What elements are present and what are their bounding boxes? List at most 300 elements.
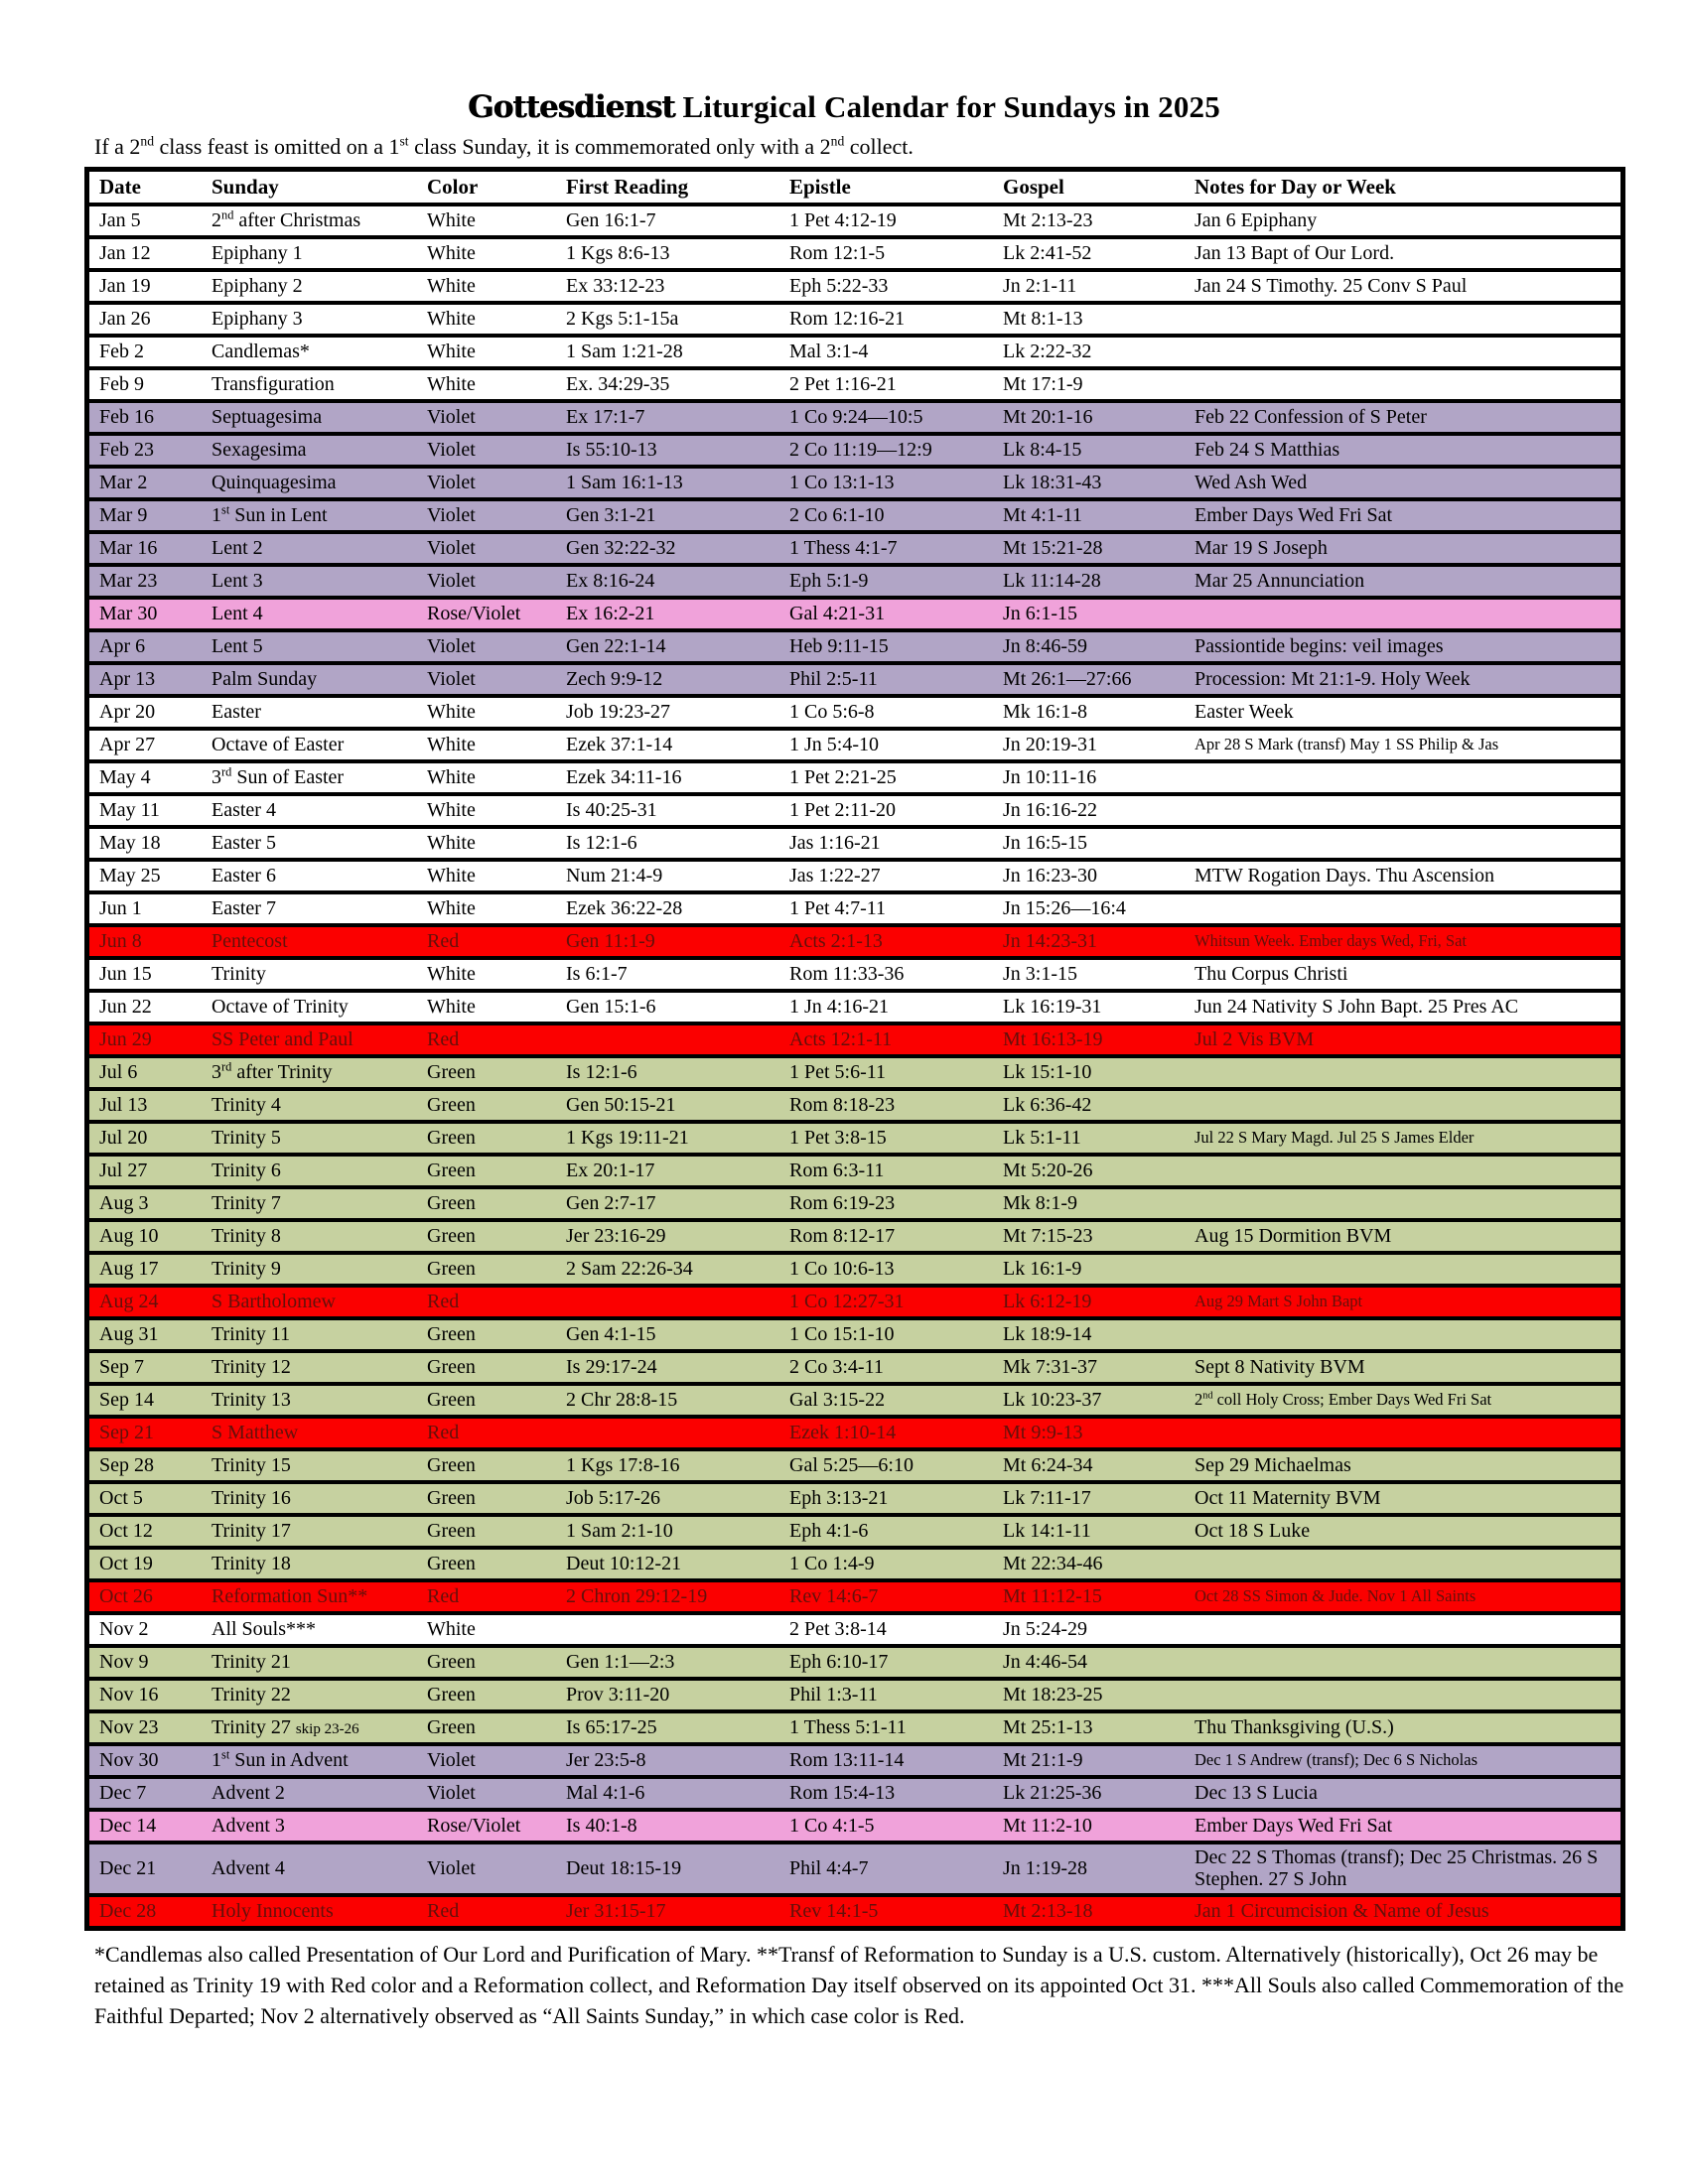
table-row [89, 432, 1620, 465]
cell-notes [1185, 1104, 1620, 1108]
cell-first-reading: Is 12:1-6 [566, 832, 637, 855]
cell-first-reading: Job 5:17-26 [566, 1487, 660, 1510]
cell-first-reading: Ex 8:16-24 [566, 570, 655, 593]
cell-notes: Jul 22 S Mary Magd. Jul 25 S James Elder [1195, 1128, 1475, 1148]
cell-date: Jan 26 [99, 308, 151, 331]
cell-gospel: Mt 15:21-28 [1003, 537, 1103, 560]
table-row [89, 1546, 1620, 1578]
cell-first-reading: Is 40:1-8 [566, 1815, 637, 1838]
cell-color: White [427, 308, 476, 331]
cell-notes: Easter Week [1195, 701, 1294, 724]
column-header-4: Epistle [789, 174, 851, 199]
cell-notes [1185, 776, 1620, 780]
table-row [89, 956, 1620, 989]
cell-epistle: Rev 14:6-7 [789, 1585, 879, 1608]
cell-date: Mar 23 [99, 570, 158, 593]
cell-epistle: Ezek 1:10-14 [789, 1422, 897, 1444]
cell-notes [1185, 318, 1620, 322]
cell-gospel: Jn 4:46-54 [1003, 1651, 1087, 1674]
cell-date: Mar 16 [99, 537, 158, 560]
cell-notes: Ember Days Wed Fri Sat [1195, 504, 1393, 527]
cell-gospel: Lk 21:25-36 [1003, 1782, 1102, 1805]
cell-sunday: Lent 3 [211, 570, 263, 593]
subtitle: If a 2nd class feast is omitted on a 1st class Sunday, it is commemorated only with a 2nd collect. [94, 133, 914, 159]
cell-epistle: 2 Co 3:4-11 [789, 1356, 884, 1379]
cell-first-reading: Zech 9:9-12 [566, 668, 663, 691]
cell-color: Green [427, 1323, 476, 1346]
cell-gospel: Mt 4:1-11 [1003, 504, 1082, 527]
cell-color: Violet [427, 1782, 476, 1805]
cell-epistle: Heb 9:11-15 [789, 635, 889, 658]
cell-gospel: Mt 17:1-9 [1003, 373, 1083, 396]
cell-first-reading: Ex 20:1-17 [566, 1160, 655, 1182]
cell-color: Green [427, 1258, 476, 1281]
cell-epistle: 1 Jn 4:16-21 [789, 996, 889, 1019]
column-header-3: First Reading [566, 174, 689, 199]
cell-gospel: Jn 16:16-22 [1003, 799, 1097, 822]
sunday-skip-note: skip 23-26 [295, 1721, 359, 1738]
cell-gospel: Mt 22:34-46 [1003, 1553, 1103, 1575]
cell-epistle: Phil 1:3-11 [789, 1684, 878, 1706]
cell-date: Jun 22 [99, 996, 152, 1019]
cell-date: Jul 13 [99, 1094, 148, 1117]
cell-first-reading: 1 Sam 16:1-13 [566, 472, 683, 494]
cell-gospel: Lk 2:22-32 [1003, 341, 1092, 363]
cell-gospel: Lk 16:1-9 [1003, 1258, 1082, 1281]
table-row [89, 268, 1620, 301]
cell-first-reading: Is 40:25-31 [566, 799, 657, 822]
cell-epistle: Rom 6:3-11 [789, 1160, 885, 1182]
cell-first-reading: 1 Kgs 19:11-21 [566, 1127, 689, 1150]
cell-gospel: Jn 15:26—16:4 [1003, 897, 1126, 920]
cell-notes: Mar 19 S Joseph [1195, 537, 1328, 560]
cell-first-reading: Gen 4:1-15 [566, 1323, 656, 1346]
cell-epistle: Rev 14:1-5 [789, 1900, 879, 1923]
cell-epistle: 1 Pet 3:8-15 [789, 1127, 887, 1150]
cell-sunday: Trinity 4 [211, 1094, 281, 1117]
cell-sunday: Palm Sunday [211, 668, 318, 691]
cell-first-reading: Is 12:1-6 [566, 1061, 637, 1084]
table-row [89, 792, 1620, 825]
cell-color: White [427, 734, 476, 756]
cell-date: Mar 30 [99, 603, 158, 625]
cell-sunday: 1st Sun in Lent [211, 502, 328, 527]
cell-gospel: Jn 16:5-15 [1003, 832, 1087, 855]
table-row [89, 203, 1620, 235]
cell-color: White [427, 701, 476, 724]
table-row [89, 727, 1620, 759]
cell-notes [1185, 1169, 1620, 1173]
cell-epistle: Mal 3:1-4 [789, 341, 869, 363]
cell-color: White [427, 799, 476, 822]
column-header-0: Date [99, 174, 141, 199]
cell-gospel: Mt 18:23-25 [1003, 1684, 1103, 1706]
cell-first-reading: Gen 16:1-7 [566, 209, 656, 232]
cell-color: Green [427, 1454, 476, 1477]
cell-gospel: Lk 7:11-17 [1003, 1487, 1091, 1510]
cell-date: Dec 14 [99, 1815, 157, 1838]
cell-notes: Jan 13 Bapt of Our Lord. [1195, 242, 1395, 265]
cell-epistle: 1 Thess 4:1-7 [789, 537, 898, 560]
cell-gospel: Lk 11:14-28 [1003, 570, 1101, 593]
cell-color: Green [427, 1716, 476, 1739]
table-row [89, 465, 1620, 497]
cell-color: White [427, 373, 476, 396]
cell-sunday: S Matthew [211, 1422, 299, 1444]
cell-date: Mar 2 [99, 472, 148, 494]
cell-date: Nov 23 [99, 1716, 159, 1739]
column-header-1: Sunday [211, 174, 279, 199]
cell-epistle: 1 Co 12:27-31 [789, 1291, 905, 1313]
cell-sunday: Easter 7 [211, 897, 276, 920]
cell-notes [1185, 1071, 1620, 1075]
cell-first-reading: Gen 22:1-14 [566, 635, 666, 658]
table-row [89, 1742, 1620, 1775]
cell-sunday: Epiphany 3 [211, 308, 303, 331]
cell-date: Sep 14 [99, 1389, 154, 1412]
cell-epistle: Rom 8:12-17 [789, 1225, 896, 1248]
cell-gospel: Jn 2:1-11 [1003, 275, 1077, 298]
cell-date: Nov 2 [99, 1618, 149, 1641]
cell-first-reading: Ezek 37:1-14 [566, 734, 673, 756]
cell-notes: Mar 25 Annunciation [1195, 570, 1365, 593]
cell-sunday: Trinity 15 [211, 1454, 291, 1477]
cell-sunday: Trinity 8 [211, 1225, 281, 1248]
cell-gospel: Jn 3:1-15 [1003, 963, 1077, 986]
cell-notes: Dec 1 S Andrew (transf); Dec 6 S Nicholas [1195, 1750, 1478, 1770]
cell-gospel: Lk 2:41-52 [1003, 242, 1092, 265]
cell-notes [1185, 842, 1620, 846]
cell-sunday: Easter 4 [211, 799, 276, 822]
cell-color: White [427, 832, 476, 855]
page-title-text: Liturgical Calendar for Sundays in 2025 [674, 89, 1220, 124]
cell-first-reading: Ex. 34:29-35 [566, 373, 670, 396]
cell-first-reading: Gen 1:1—2:3 [566, 1651, 675, 1674]
cell-notes [1185, 1563, 1620, 1567]
cell-sunday: Trinity 7 [211, 1192, 281, 1215]
cell-epistle: 1 Co 9:24—10:5 [789, 406, 923, 429]
cell-gospel: Jn 6:1-15 [1003, 603, 1077, 625]
cell-first-reading: Ex 16:2-21 [566, 603, 655, 625]
cell-color: Violet [427, 504, 476, 527]
cell-sunday: S Bartholomew [211, 1291, 336, 1313]
cell-color: Green [427, 1651, 476, 1674]
cell-gospel: Jn 5:24-29 [1003, 1618, 1087, 1641]
table-row [89, 1054, 1620, 1087]
cell-epistle: Gal 5:25—6:10 [789, 1454, 914, 1477]
cell-color: Red [427, 930, 460, 953]
cell-color: Rose/Violet [427, 603, 521, 625]
cell-date: Oct 12 [99, 1520, 153, 1543]
cell-gospel: Mt 7:15-23 [1003, 1225, 1093, 1248]
cell-first-reading: 2 Chron 29:12-19 [566, 1585, 708, 1608]
cell-color: White [427, 209, 476, 232]
cell-notes [1185, 1333, 1620, 1337]
cell-sunday: Trinity 22 [211, 1684, 291, 1706]
cell-notes: Thu Thanksgiving (U.S.) [1195, 1716, 1394, 1739]
table-row [89, 1677, 1620, 1709]
cell-sunday: Octave of Easter [211, 734, 345, 756]
cell-sunday: 3rd after Trinity [211, 1059, 333, 1084]
cell-color: Violet [427, 1749, 476, 1772]
cell-epistle: Jas 1:16-21 [789, 832, 881, 855]
cell-sunday: All Souls*** [211, 1618, 317, 1641]
cell-date: May 25 [99, 865, 161, 887]
table-row [89, 890, 1620, 923]
cell-first-reading: Is 55:10-13 [566, 439, 657, 462]
table-row [89, 1513, 1620, 1546]
cell-date: Sep 7 [99, 1356, 144, 1379]
cell-color: White [427, 275, 476, 298]
cell-notes: Ember Days Wed Fri Sat [1195, 1815, 1393, 1838]
cell-color: Violet [427, 439, 476, 462]
cell-notes: Jan 1 Circumcision & Name of Jesus [1195, 1900, 1489, 1923]
cell-sunday: Trinity 18 [211, 1553, 291, 1575]
cell-date: Dec 28 [99, 1900, 157, 1923]
table-row [89, 1775, 1620, 1808]
cell-epistle: Eph 4:1-6 [789, 1520, 869, 1543]
table-row [89, 1709, 1620, 1742]
cell-gospel: Lk 6:36-42 [1003, 1094, 1092, 1117]
cell-gospel: Mt 8:1-13 [1003, 308, 1083, 331]
cell-sunday: Holy Innocents [211, 1900, 334, 1923]
cell-gospel: Lk 18:9-14 [1003, 1323, 1092, 1346]
cell-notes: Procession: Mt 21:1-9. Holy Week [1195, 668, 1471, 691]
cell-date: May 18 [99, 832, 161, 855]
cell-color: Red [427, 1028, 460, 1051]
cell-notes [1185, 1268, 1620, 1272]
cell-notes: Sep 29 Michaelmas [1195, 1454, 1351, 1477]
cell-sunday: Epiphany 1 [211, 242, 303, 265]
cell-sunday: Advent 3 [211, 1815, 285, 1838]
cell-sunday: Pentecost [211, 930, 288, 953]
cell-gospel: Mt 26:1—27:66 [1003, 668, 1132, 691]
cell-gospel: Mk 7:31-37 [1003, 1356, 1097, 1379]
cell-epistle: Acts 2:1-13 [789, 930, 883, 953]
cell-first-reading: Jer 31:15-17 [566, 1900, 666, 1923]
cell-first-reading: 1 Kgs 17:8-16 [566, 1454, 680, 1477]
cell-epistle: 1 Pet 2:11-20 [789, 799, 897, 822]
cell-date: Aug 24 [99, 1291, 159, 1313]
cell-color: Green [427, 1520, 476, 1543]
cell-gospel: Mt 21:1-9 [1003, 1749, 1083, 1772]
cell-date: Oct 5 [99, 1487, 143, 1510]
cell-sunday: 3rd Sun of Easter [211, 764, 345, 789]
cell-color: Violet [427, 1857, 476, 1880]
cell-first-reading: 2 Chr 28:8-15 [566, 1389, 678, 1412]
cell-color: Red [427, 1291, 460, 1313]
cell-gospel: Lk 8:4-15 [1003, 439, 1082, 462]
cell-date: Apr 20 [99, 701, 156, 724]
cell-notes: Aug 15 Dormition BVM [1195, 1225, 1392, 1248]
cell-color: Red [427, 1422, 460, 1444]
cell-epistle: Phil 2:5-11 [789, 668, 878, 691]
cell-color: Green [427, 1356, 476, 1379]
cell-color: Green [427, 1192, 476, 1215]
cell-color: Green [427, 1487, 476, 1510]
cell-color: Violet [427, 570, 476, 593]
cell-color: White [427, 963, 476, 986]
cell-color: Violet [427, 635, 476, 658]
cell-color: White [427, 897, 476, 920]
cell-notes [1185, 1661, 1620, 1665]
cell-color: Violet [427, 472, 476, 494]
table-row [89, 661, 1620, 694]
cell-epistle: Rom 13:11-14 [789, 1749, 905, 1772]
cell-date: Jan 5 [99, 209, 141, 232]
cell-first-reading: Ex 17:1-7 [566, 406, 645, 429]
cell-gospel: Jn 8:46-59 [1003, 635, 1087, 658]
cell-first-reading: 1 Sam 2:1-10 [566, 1520, 673, 1543]
cell-sunday: Octave of Trinity [211, 996, 349, 1019]
table-row [89, 1153, 1620, 1185]
cell-first-reading: Mal 4:1-6 [566, 1782, 645, 1805]
cell-gospel: Mt 11:2-10 [1003, 1815, 1092, 1838]
cell-gospel: Mt 6:24-34 [1003, 1454, 1093, 1477]
cell-epistle: Phil 4:4-7 [789, 1857, 869, 1880]
cell-color: Green [427, 1160, 476, 1182]
table-row [89, 399, 1620, 432]
cell-sunday: Advent 2 [211, 1782, 285, 1805]
cell-epistle: Eph 5:22-33 [789, 275, 889, 298]
cell-date: Sep 28 [99, 1454, 154, 1477]
cell-date: Nov 16 [99, 1684, 159, 1706]
cell-gospel: Jn 14:23-31 [1003, 930, 1097, 953]
cell-first-reading: Gen 3:1-21 [566, 504, 656, 527]
table-row [89, 1841, 1620, 1893]
cell-sunday: Trinity 12 [211, 1356, 291, 1379]
cell-first-reading: Gen 15:1-6 [566, 996, 656, 1019]
table-row [89, 301, 1620, 334]
cell-notes [1185, 1628, 1620, 1632]
table-row [89, 1480, 1620, 1513]
table-row [89, 1185, 1620, 1218]
cell-first-reading: 2 Kgs 5:1-15a [566, 308, 679, 331]
cell-epistle: Eph 6:10-17 [789, 1651, 889, 1674]
cell-epistle: Eph 3:13-21 [789, 1487, 889, 1510]
cell-sunday: Advent 4 [211, 1857, 285, 1880]
cell-gospel: Mt 9:9-13 [1003, 1422, 1083, 1444]
cell-gospel: Lk 14:1-11 [1003, 1520, 1091, 1543]
cell-epistle: Acts 12:1-11 [789, 1028, 893, 1051]
cell-notes: Dec 13 S Lucia [1195, 1782, 1318, 1805]
cell-sunday: Sexagesima [211, 439, 307, 462]
table-row [89, 1611, 1620, 1644]
cell-gospel: Lk 15:1-10 [1003, 1061, 1092, 1084]
cell-epistle: 1 Pet 4:12-19 [789, 209, 897, 232]
cell-notes [1185, 1694, 1620, 1698]
cell-notes [1185, 1202, 1620, 1206]
table-row [89, 334, 1620, 366]
cell-first-reading: Jer 23:5-8 [566, 1749, 646, 1772]
cell-gospel: Mt 16:13-19 [1003, 1028, 1103, 1051]
cell-notes: Jun 24 Nativity S John Bapt. 25 Pres AC [1195, 996, 1519, 1019]
cell-date: Jul 27 [99, 1160, 148, 1182]
cell-sunday: Trinity 13 [211, 1389, 291, 1412]
cell-sunday: Easter 6 [211, 865, 276, 887]
cell-epistle: 1 Thess 5:1-11 [789, 1716, 907, 1739]
table-row [89, 989, 1620, 1022]
table-row [89, 825, 1620, 858]
cell-gospel: Lk 10:23-37 [1003, 1389, 1102, 1412]
table-row [89, 596, 1620, 628]
cell-color: Violet [427, 406, 476, 429]
cell-notes: 2nd coll Holy Cross; Ember Days Wed Fri Sat [1195, 1390, 1492, 1410]
cell-notes: Aug 29 Mart S John Bapt [1195, 1292, 1363, 1311]
cell-date: Feb 16 [99, 406, 154, 429]
cell-color: Violet [427, 668, 476, 691]
cell-notes: Thu Corpus Christi [1195, 963, 1348, 986]
cell-gospel: Mk 8:1-9 [1003, 1192, 1077, 1215]
cell-first-reading: Gen 50:15-21 [566, 1094, 676, 1117]
cell-epistle: 2 Co 6:1-10 [789, 504, 885, 527]
table-row [89, 1644, 1620, 1677]
cell-first-reading: Is 6:1-7 [566, 963, 628, 986]
cell-epistle: 1 Co 15:1-10 [789, 1323, 895, 1346]
cell-date: Jan 19 [99, 275, 151, 298]
cell-gospel: Mt 5:20-26 [1003, 1160, 1093, 1182]
column-header-6: Notes for Day or Week [1195, 174, 1396, 199]
cell-sunday: Trinity 5 [211, 1127, 281, 1150]
cell-epistle: 2 Pet 3:8-14 [789, 1618, 887, 1641]
cell-date: Jun 15 [99, 963, 152, 986]
cell-notes: MTW Rogation Days. Thu Ascension [1195, 865, 1495, 887]
cell-gospel: Lk 18:31-43 [1003, 472, 1102, 494]
cell-gospel: Mt 2:13-23 [1003, 209, 1093, 232]
table-row [89, 530, 1620, 563]
cell-first-reading: Job 19:23-27 [566, 701, 670, 724]
cell-notes: Wed Ash Wed [1195, 472, 1308, 494]
table-row [89, 1022, 1620, 1054]
cell-date: Dec 7 [99, 1782, 147, 1805]
cell-first-reading [556, 1300, 779, 1304]
cell-sunday: Quinquagesima [211, 472, 337, 494]
table-row [89, 1120, 1620, 1153]
cell-color: Green [427, 1684, 476, 1706]
cell-date: Feb 2 [99, 341, 144, 363]
cell-first-reading: 2 Sam 22:26-34 [566, 1258, 693, 1281]
cell-sunday: Lent 4 [211, 603, 263, 625]
cell-date: Aug 31 [99, 1323, 159, 1346]
cell-sunday: Trinity 6 [211, 1160, 281, 1182]
cell-date: Apr 6 [99, 635, 146, 658]
cell-color: White [427, 766, 476, 789]
cell-date: Jan 12 [99, 242, 151, 265]
cell-sunday: 2nd after Christmas [211, 207, 361, 232]
cell-sunday: Lent 5 [211, 635, 263, 658]
cell-notes: Jul 2 Vis BVM [1195, 1028, 1315, 1051]
cell-date: Jun 29 [99, 1028, 152, 1051]
cell-date: Aug 3 [99, 1192, 149, 1215]
cell-color: White [427, 341, 476, 363]
cell-epistle: Rom 8:18-23 [789, 1094, 896, 1117]
cell-epistle: 1 Co 1:4-9 [789, 1553, 875, 1575]
table-row [89, 1218, 1620, 1251]
cell-date: Jul 20 [99, 1127, 148, 1150]
cell-color: Green [427, 1127, 476, 1150]
cell-notes: Feb 24 S Matthias [1195, 439, 1340, 462]
column-header-5: Gospel [1003, 174, 1064, 199]
header-row [89, 172, 1620, 203]
cell-epistle: Rom 12:1-5 [789, 242, 886, 265]
cell-sunday: Easter [211, 701, 261, 724]
cell-first-reading: Ex 33:12-23 [566, 275, 665, 298]
cell-epistle: 1 Pet 5:6-11 [789, 1061, 887, 1084]
cell-color: Green [427, 1225, 476, 1248]
cell-first-reading: Ezek 34:11-16 [566, 766, 682, 789]
cell-gospel: Lk 5:1-11 [1003, 1127, 1081, 1150]
cell-sunday: Epiphany 2 [211, 275, 303, 298]
